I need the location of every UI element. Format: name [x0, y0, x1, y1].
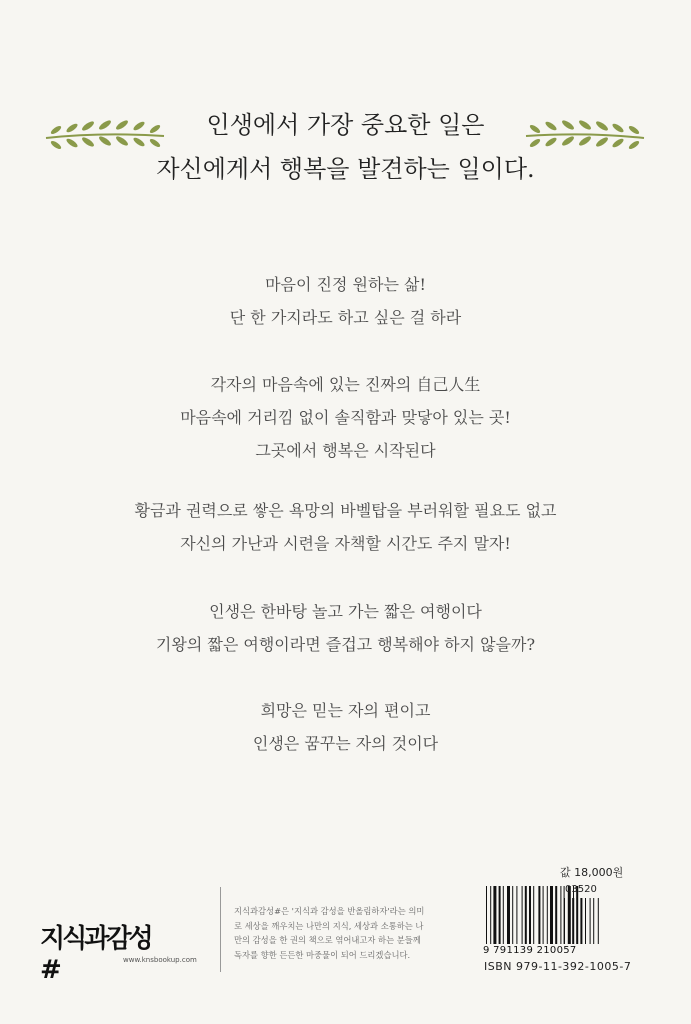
publisher-blurb — [234, 904, 464, 962]
footer-divider — [220, 887, 221, 972]
laurel-sprig-right-icon — [522, 116, 648, 156]
blurb-line: 독자를 향한 든든한 마중물이 되어 드리겠습니다. — [234, 949, 411, 960]
blurb-line: 로 세상을 깨우치는 나만의 지식, 세상과 소통하는 나 — [234, 920, 424, 931]
price-label: 값 18,000원 — [560, 866, 624, 879]
paragraph-2-line-3: 그곳에서 행복은 시작된다 — [255, 441, 436, 460]
isbn-label: ISBN 979-11-392-1005-7 — [484, 960, 632, 973]
paragraph-4-line-1: 인생은 한바탕 놀고 가는 짧은 여행이다 — [209, 602, 482, 621]
publisher-logo-text: 지식과감성# — [40, 924, 151, 985]
paragraph-3-line-1: 황금과 권력으로 쌓은 욕망의 바벨탑을 부러워할 필요도 없고 — [134, 501, 557, 520]
paragraph-2-line-1: 각자의 마음속에 있는 진짜의 自己人生 — [210, 375, 481, 394]
paragraph-2-line-2: 마음속에 거리낌 없이 솔직함과 맞닿아 있는 곳! — [180, 408, 511, 427]
addon-code: 03520 — [565, 884, 597, 895]
paragraph-4-line-2: 기왕의 짧은 여행이라면 즐겁고 행복해야 하지 않을까? — [155, 635, 536, 654]
paragraph-5-line-2: 인생은 꿈꾸는 자의 것이다 — [252, 734, 439, 753]
blurb-line: 지식과감성#은 '지식과 감성을 반올림하자'라는 의미 — [234, 906, 425, 916]
paragraph-5-line-1: 희망은 믿는 자의 편이고 — [260, 701, 431, 720]
headline-line-2: 자신에게서 행복을 발견하는 일이다. — [156, 155, 535, 183]
publisher-url: www.knsbookup.com — [123, 956, 197, 964]
publisher-logo — [40, 918, 197, 985]
laurel-sprig-left-icon — [42, 116, 168, 156]
paragraph-1-line-2: 단 한 가지라도 하고 싶은 걸 하라 — [229, 308, 462, 327]
paragraph-3-line-2: 자신의 가난과 시련을 자책할 시간도 주지 말자! — [180, 534, 511, 553]
blurb-line: 만의 감성을 한 권의 책으로 엮어내고자 하는 분들께 — [234, 935, 421, 945]
headline-line-1: 인생에서 가장 중요한 일은 — [206, 111, 485, 139]
barcode-digits: 9 791139 210057 — [483, 945, 577, 956]
paragraph-1-line-1: 마음이 진정 원하는 삶! — [265, 275, 426, 294]
